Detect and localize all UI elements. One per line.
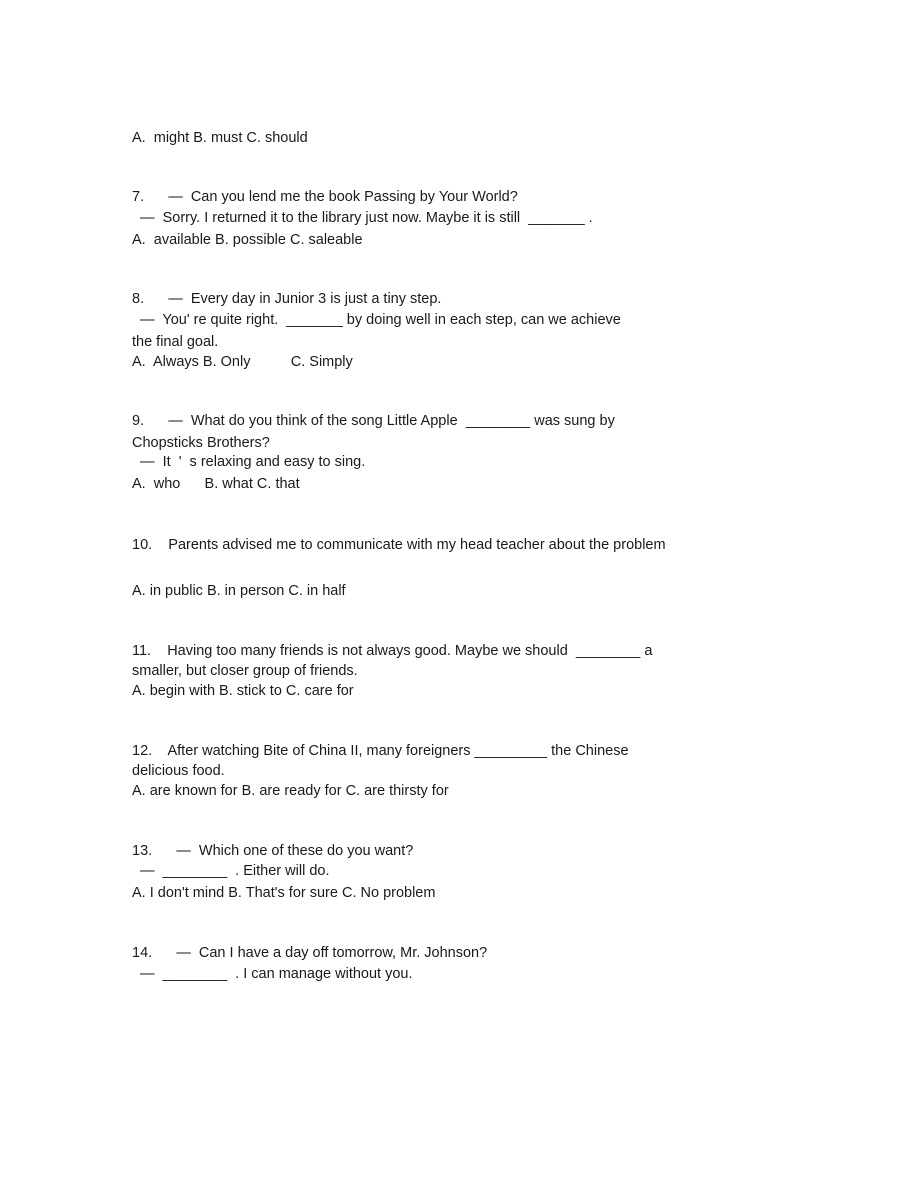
q9-options: A. who B. what C. that [132, 476, 300, 492]
q8-answer-line-cont: the final goal. [132, 334, 219, 350]
q13-question: 13. — Which one of these do you want? [132, 843, 414, 859]
q7-options: A. available B. possible C. saleable [132, 232, 363, 248]
q11-question: 11. Having too many friends is not always good. Maybe we should ________ a [132, 643, 653, 659]
q9-question-cont: Chopsticks Brothers? [132, 435, 270, 451]
q14-question: 14. — Can I have a day off tomorrow, Mr. Johnson? [132, 945, 488, 961]
q8-options: A. Always B. Only C. Simply [132, 354, 353, 370]
q8-answer-line: — You' re quite right. _______ by doing well in each step, can we achieve [132, 312, 621, 328]
q10-options: A. in public B. in person C. in half [132, 583, 346, 599]
q11-question-cont: smaller, but closer group of friends. [132, 663, 358, 679]
q13-options: A. I don't mind B. That's for sure C. No problem [132, 885, 436, 901]
q8-question: 8. — Every day in Junior 3 is just a tiny step. [132, 291, 442, 307]
q7-answer-line: — Sorry. I returned it to the library just now. Maybe it is still _______ . [132, 210, 593, 226]
q9-answer-line: — It ' s relaxing and easy to sing. [132, 454, 366, 470]
q12-question-cont: delicious food. [132, 763, 225, 779]
q12-question: 12. After watching Bite of China II, many foreigners _________ the Chinese [132, 743, 629, 759]
q11-options: A. begin with B. stick to C. care for [132, 683, 354, 699]
q14-answer-line: — ________ . I can manage without you. [132, 966, 413, 982]
q13-answer-line: — ________ . Either will do. [132, 863, 330, 879]
q12-options: A. are known for B. are ready for C. are thirsty for [132, 783, 449, 799]
q10-question: 10. Parents advised me to communicate with my head teacher about the problem [132, 537, 666, 553]
q9-question: 9. — What do you think of the song Little Apple ________ was sung by [132, 413, 615, 429]
q6-options: A. might B. must C. should [132, 130, 308, 146]
q7-question: 7. — Can you lend me the book Passing by Your World? [132, 189, 518, 205]
